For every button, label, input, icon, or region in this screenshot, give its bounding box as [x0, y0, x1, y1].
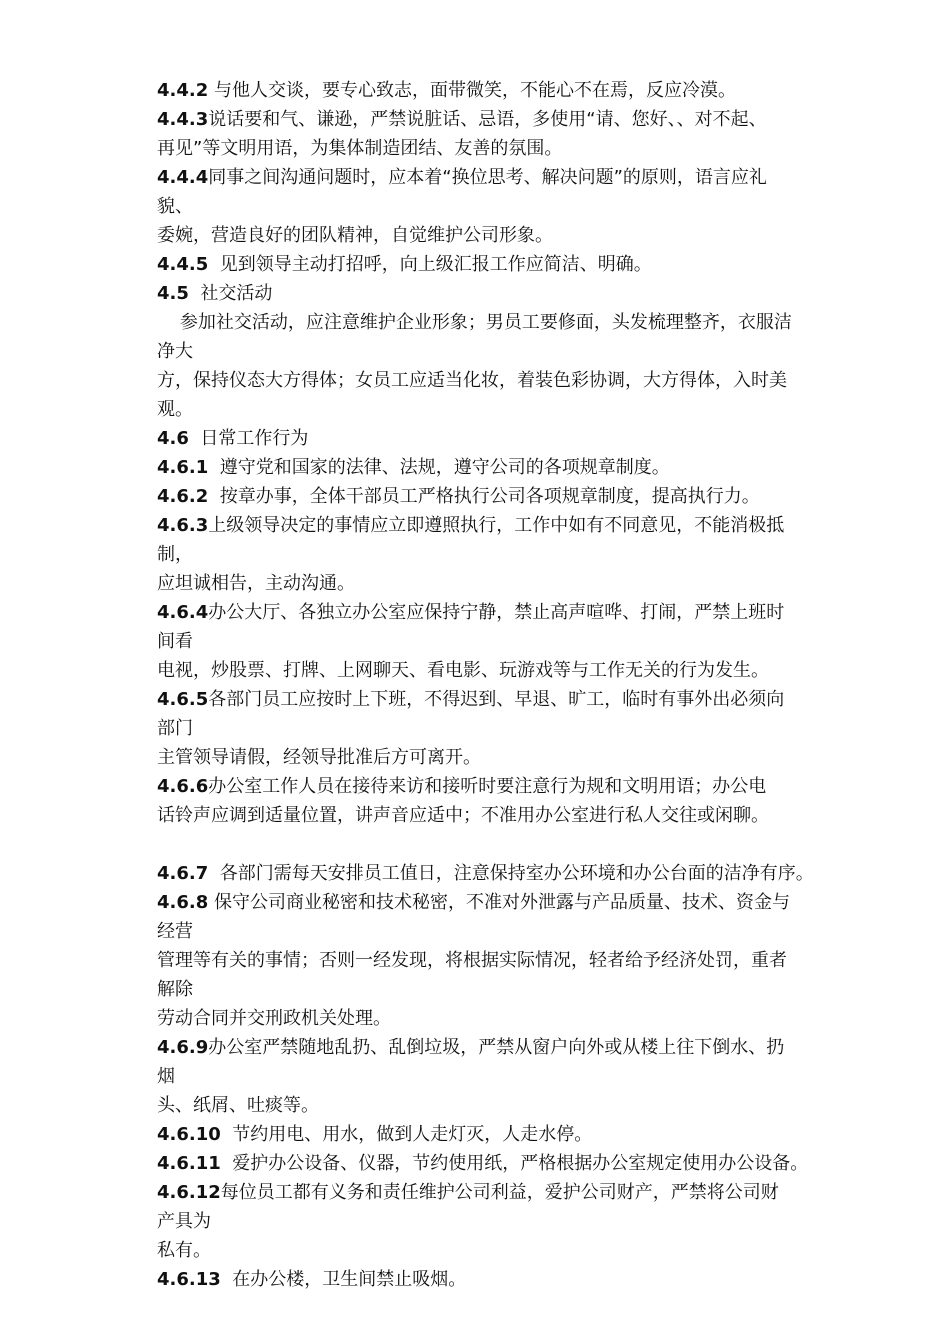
clause-text: 电视，炒股票、打牌、上网聊天、看电影、玩游戏等与工作无关的行为发生。 — [157, 660, 769, 681]
text-line — [157, 1149, 847, 1178]
text-line — [157, 1033, 847, 1062]
clause-text: 方，保持仪态大方得体；女员工应适当化妆，着装色彩协调，大方得体，入时美 — [157, 370, 787, 391]
text-line — [157, 76, 847, 105]
clause-text: 观。 — [157, 399, 193, 420]
clause-text: 应坦诚相告，主动沟通。 — [157, 573, 355, 594]
clause-text: 办公室严禁随地乱扔、乱倒垃圾，严禁从窗户向外或从楼上往下倒水、扔 — [208, 1037, 785, 1058]
clause-number: 4.6.4 — [157, 602, 209, 623]
text-line — [157, 772, 847, 801]
text-line — [157, 424, 847, 453]
text-line — [157, 163, 847, 192]
text-line — [157, 1062, 847, 1091]
text-line — [157, 714, 847, 743]
text-line — [157, 975, 847, 1004]
clause-text: 主管领导请假，经领导批准后方可离开。 — [157, 747, 481, 768]
text-line — [157, 598, 847, 627]
text-line — [157, 279, 847, 308]
clause-number: 4.6.8 — [157, 892, 209, 913]
clause-text: 净大 — [157, 341, 193, 362]
clause-number: 4.4.5 — [157, 254, 209, 275]
clause-text: 烟 — [157, 1066, 175, 1087]
clause-text: 管理等有关的事情；否则一经发现，将根据实际情况，轻者给予经济处罚，重者 — [157, 950, 787, 971]
clause-text: 说话要和气、谦逊，严禁说脏话、忌语，多使用“请、您好、、对不起、 — [208, 109, 767, 130]
clause-text: 再见”等文明用语，为集体制造团结、友善的氛围。 — [157, 138, 563, 159]
clause-text: 同事之间沟通问题时，应本着“换位思考、解决问题”的原则，语言应礼 — [208, 167, 767, 188]
clause-number: 4.5 — [157, 283, 189, 304]
text-line — [157, 453, 847, 482]
clause-text: 每位员工都有义务和责任维护公司利益，爱护公司财产，严禁将公司财 — [220, 1182, 779, 1203]
clause-number: 4.6.3 — [157, 515, 209, 536]
document-page — [157, 76, 847, 1294]
clause-text: 上级领导决定的事情应立即遵照执行，工作中如有不同意见，不能消极抵 — [208, 515, 785, 536]
text-line — [157, 482, 847, 511]
text-line — [157, 308, 847, 337]
text-line — [157, 569, 847, 598]
clause-number: 4.6.10 — [157, 1124, 221, 1145]
clause-number: 4.6.2 — [157, 486, 209, 507]
text-line — [157, 511, 847, 540]
clause-text: 保守公司商业秘密和技术秘密，不准对外泄露与产品质量、技术、资金与 — [208, 892, 790, 913]
clause-text: 私有。 — [157, 1240, 211, 1261]
text-line — [157, 1236, 847, 1265]
text-line — [157, 250, 847, 279]
clause-number: 4.6.12 — [157, 1182, 221, 1203]
text-line — [157, 685, 847, 714]
text-line — [157, 540, 847, 569]
clause-text: 在办公楼，卫生间禁止吸烟。 — [220, 1269, 467, 1290]
clause-number: 4.6.1 — [157, 457, 209, 478]
clause-text: 按章办事，全体干部员工严格执行公司各项规章制度，提高执行力。 — [208, 486, 760, 507]
text-line — [157, 1207, 847, 1236]
clause-text: 参加社交活动，应注意维护企业形象；男员工要修面，头发梳理整齐，衣服洁 — [157, 312, 792, 333]
clause-text: 部门 — [157, 718, 193, 739]
text-line — [157, 656, 847, 685]
text-line — [157, 830, 847, 859]
text-line — [157, 192, 847, 221]
clause-number: 4.6 — [157, 428, 189, 449]
text-line — [157, 946, 847, 975]
clause-text: 经营 — [157, 921, 193, 942]
clause-number: 4.6.5 — [157, 689, 209, 710]
text-line — [157, 105, 847, 134]
text-line — [157, 1091, 847, 1120]
clause-text: 遵守党和国家的法律、法规，遵守公司的各项规章制度。 — [208, 457, 670, 478]
text-line — [157, 627, 847, 656]
text-line — [157, 337, 847, 366]
clause-number: 4.4.4 — [157, 167, 209, 188]
text-line — [157, 366, 847, 395]
text-line — [157, 1265, 847, 1294]
text-line — [157, 917, 847, 946]
clause-number: 4.4.2 — [157, 80, 209, 101]
clause-text: 劳动合同并交刑政机关处理。 — [157, 1008, 391, 1029]
clause-text: 与他人交谈，要专心致志，面带微笑，不能心不在焉，反应冷漠。 — [208, 80, 736, 101]
text-line — [157, 1004, 847, 1033]
text-line — [157, 1178, 847, 1207]
text-line — [157, 743, 847, 772]
text-line — [157, 221, 847, 250]
clause-text: 见到领导主动打招呼，向上级汇报工作应简洁、明确。 — [208, 254, 652, 275]
clause-text: 制， — [157, 544, 193, 565]
clause-text: 办公室工作人员在接待来访和接听时要注意行为规和文明用语；办公电 — [208, 776, 767, 797]
text-line — [157, 859, 847, 888]
text-line — [157, 134, 847, 163]
text-line — [157, 888, 847, 917]
clause-text: 各部门员工应按时上下班，不得迟到、早退、旷工，临时有事外出必须向 — [208, 689, 785, 710]
clause-number: 4.6.6 — [157, 776, 209, 797]
clause-text: 委婉，营造良好的团队精神，自觉维护公司形象。 — [157, 225, 553, 246]
clause-text: 社交活动 — [188, 283, 273, 304]
text-line — [157, 1120, 847, 1149]
clause-number: 4.4.3 — [157, 109, 209, 130]
text-line — [157, 801, 847, 830]
clause-number: 4.6.9 — [157, 1037, 209, 1058]
clause-number: 4.6.7 — [157, 863, 209, 884]
clause-text: 解除 — [157, 979, 193, 1000]
clause-text: 节约用电、用水，做到人走灯灭，人走水停。 — [220, 1124, 593, 1145]
clause-text: 办公大厅、各独立办公室应保持宁静，禁止高声喧哗、打闹，严禁上班时 — [208, 602, 785, 623]
clause-text: 话铃声应调到适量位置，讲声音应适中；不准用办公室进行私人交往或闲聊。 — [157, 805, 769, 826]
clause-text: 间看 — [157, 631, 193, 652]
text-line — [157, 395, 847, 424]
clause-text: 头、纸屑、吐痰等。 — [157, 1095, 319, 1116]
clause-number: 4.6.13 — [157, 1269, 221, 1290]
clause-text: 貌、 — [157, 196, 193, 217]
clause-text: 各部门需每天安排员工值日，注意保持室办公环境和办公台面的洁净有序。 — [208, 863, 814, 884]
clause-text: 日常工作行为 — [188, 428, 309, 449]
clause-number: 4.6.11 — [157, 1153, 221, 1174]
clause-text: 产具为 — [157, 1211, 211, 1232]
clause-text: 爱护办公设备、仪器，节约使用纸，严格根据办公室规定使用办公设备。 — [220, 1153, 809, 1174]
